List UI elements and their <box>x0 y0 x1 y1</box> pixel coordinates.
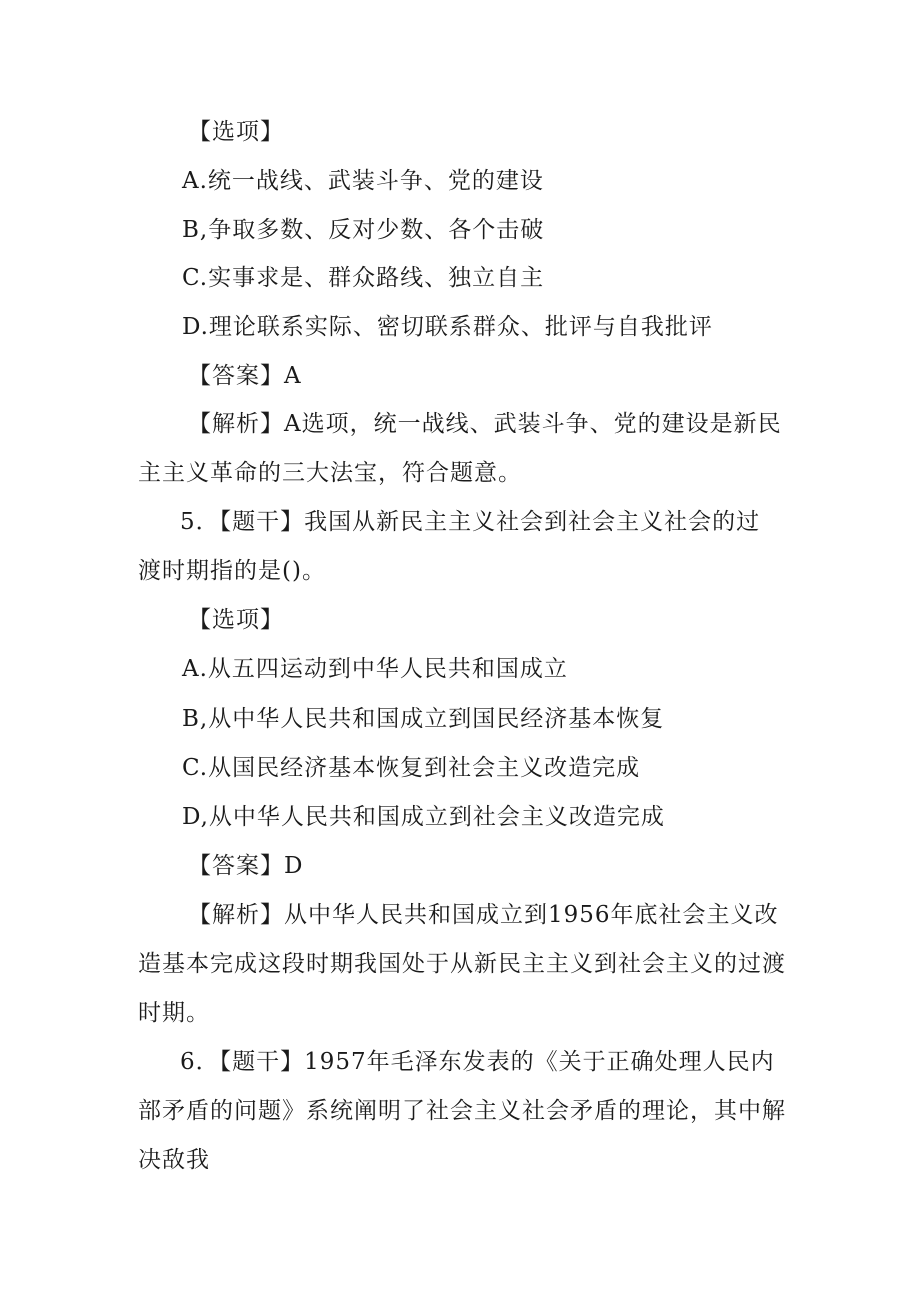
q5-analysis-line-2: 造基本完成这段时期我国处于从新民主主义到社会主义的过渡 <box>138 951 786 977</box>
q5-options-label: 【选项】 <box>188 607 284 633</box>
q6-stem-line-3: 决敌我 <box>138 1147 210 1173</box>
q5-stem-line-2: 渡时期指的是()。 <box>138 558 326 584</box>
q5-option-d: D,从中华人民共和国成立到社会主义改造完成 <box>182 804 665 830</box>
q5-analysis-line-3: 时期。 <box>138 1000 210 1026</box>
q5-option-a: A.从五四运动到中华人民共和国成立 <box>182 656 568 682</box>
q4-option-c: C.实事求是、群众路线、独立自主 <box>182 265 545 291</box>
q5-stem-line-1: 5．【题干】我国从新民主主义社会到社会主义社会的过 <box>180 509 761 535</box>
q4-answer: 【答案】A <box>188 363 302 389</box>
q4-option-a: A.统一战线、武装斗争、党的建设 <box>182 168 544 194</box>
q5-answer: 【答案】D <box>188 853 304 879</box>
q6-stem-line-1: 6．【题干】1957年毛泽东发表的《关于正确处理人民内 <box>180 1049 775 1075</box>
q5-analysis-line-1: 【解析】从中华人民共和国成立到1956年底社会主义改 <box>188 902 779 928</box>
q5-option-b: B,从中华人民共和国成立到国民经济基本恢复 <box>182 706 665 732</box>
q4-option-b: B,争取多数、反对少数、各个击破 <box>182 217 545 243</box>
q5-option-c: C.从国民经济基本恢复到社会主义改造完成 <box>182 755 641 781</box>
q6-stem-line-2: 部矛盾的问题》系统阐明了社会主义社会矛盾的理论，其中解 <box>138 1098 786 1124</box>
q4-option-d: D.理论联系实际、密切联系群众、批评与自我批评 <box>182 314 713 340</box>
q4-analysis-line-2: 主主义革命的三大法宝，符合题意。 <box>138 460 522 486</box>
q4-options-label: 【选项】 <box>188 119 284 145</box>
q4-analysis-line-1: 【解析】A选项，统一战线、武装斗争、党的建设是新民 <box>188 411 782 437</box>
